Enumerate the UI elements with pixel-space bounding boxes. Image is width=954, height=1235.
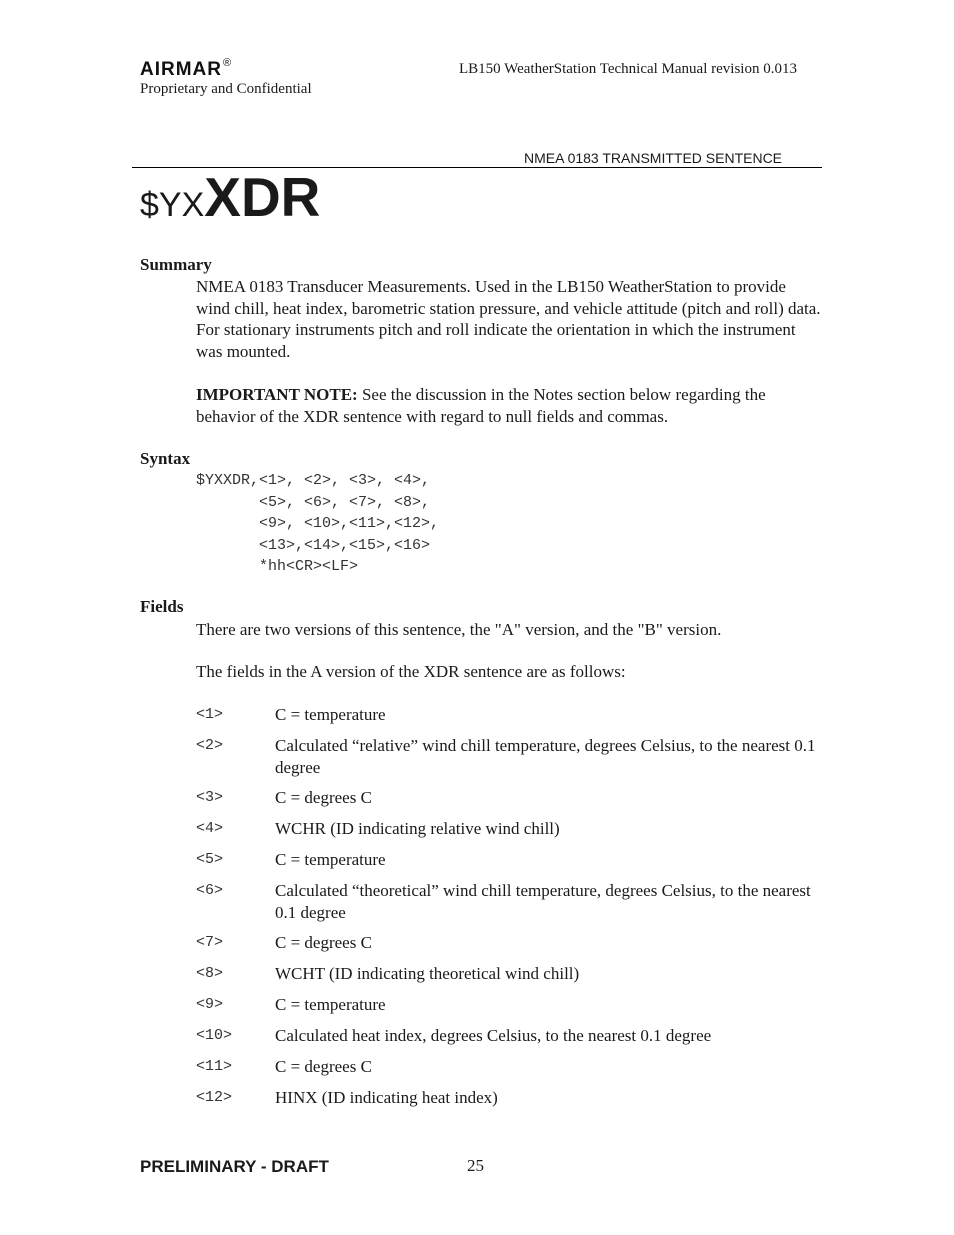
syntax-line: <9>, <10>,<11>,<12>,: [196, 515, 440, 532]
confidential-label: Proprietary and Confidential: [140, 81, 312, 97]
field-description: C = degrees C: [275, 933, 372, 952]
field-code: <3>: [196, 789, 224, 806]
important-note: [196, 384, 821, 427]
syntax-line: <13>,<14>,<15>,<16>: [196, 536, 431, 554]
syntax-line: *hh<CR><LF>: [196, 558, 359, 575]
field-code: <1>: [196, 706, 224, 723]
field-code: <4>: [196, 820, 224, 837]
summary-heading: Summary: [140, 255, 212, 274]
draft-label: PRELIMINARY - DRAFT: [140, 1157, 329, 1176]
field-code: <12>: [196, 1089, 233, 1106]
syntax-line: <5>, <6>, <7>, <8>,: [196, 493, 431, 511]
field-description: C = degrees C: [275, 1057, 372, 1076]
fields-intro: There are two versions of this sentence, the "A" version, and the "B" version.: [196, 620, 722, 639]
field-code: <10>: [196, 1027, 233, 1044]
syntax-block: [196, 470, 439, 578]
field-code: <2>: [196, 737, 224, 754]
sentence-name: XDR: [204, 166, 321, 228]
field-description: C = degrees C: [275, 788, 372, 807]
summary-text: NMEA 0183 Transducer Measurements. Used in the LB150 WeatherStation to provide wind chill, heat index, barometric station pressure, and vehicle attitude (pitch and roll) data. For stationary instruments pitch and roll indicate the orientation in which the instrument was mounted.: [196, 277, 821, 361]
fields-intro-2: The fields in the A version of the XDR sentence are as follows:: [196, 662, 626, 681]
field-code: <7>: [196, 934, 224, 951]
field-description: C = temperature: [275, 995, 386, 1014]
field-description: Calculated “relative” wind chill temperature, degrees Celsius, to the nearest 0.1 degree: [275, 736, 816, 777]
field-description: C = temperature: [275, 850, 386, 869]
field-code: <8>: [196, 965, 224, 982]
field-description: Calculated “theoretical” wind chill temperature, degrees Celsius, to the nearest 0.1 degree: [275, 881, 811, 922]
field-description: WCHT (ID indicating theoretical wind chill): [275, 964, 580, 983]
field-code: <5>: [196, 851, 224, 868]
important-note-label: IMPORTANT NOTE:: [196, 385, 358, 404]
page-number: 25: [467, 1156, 484, 1175]
field-description: C = temperature: [275, 705, 386, 724]
field-description: WCHR (ID indicating relative wind chill): [275, 819, 560, 838]
field-code: <9>: [196, 996, 224, 1013]
sentence-title: [140, 166, 321, 228]
field-description: Calculated heat index, degrees Celsius, to the nearest 0.1 degree: [275, 1026, 712, 1045]
important-note-text: See the discussion in the Notes section below regarding the behavior of the XDR sentence with regard to null fields and commas.: [196, 385, 766, 426]
syntax-heading: Syntax: [140, 449, 191, 468]
sentence-prefix: $YX: [140, 186, 205, 224]
manual-title: LB150 WeatherStation Technical Manual revision 0.013: [459, 61, 797, 77]
field-description: HINX (ID indicating heat index): [275, 1088, 498, 1107]
field-code: <11>: [196, 1058, 233, 1075]
section-label: NMEA 0183 TRANSMITTED SENTENCE: [524, 150, 783, 166]
field-code: <6>: [196, 882, 224, 899]
logo-text: AIRMAR: [140, 59, 222, 80]
registered-mark: ®: [223, 57, 232, 69]
fields-heading: Fields: [140, 597, 184, 616]
syntax-line: $YXXDR,<1>, <2>, <3>, <4>,: [196, 472, 431, 489]
airmar-logo: [140, 57, 231, 81]
